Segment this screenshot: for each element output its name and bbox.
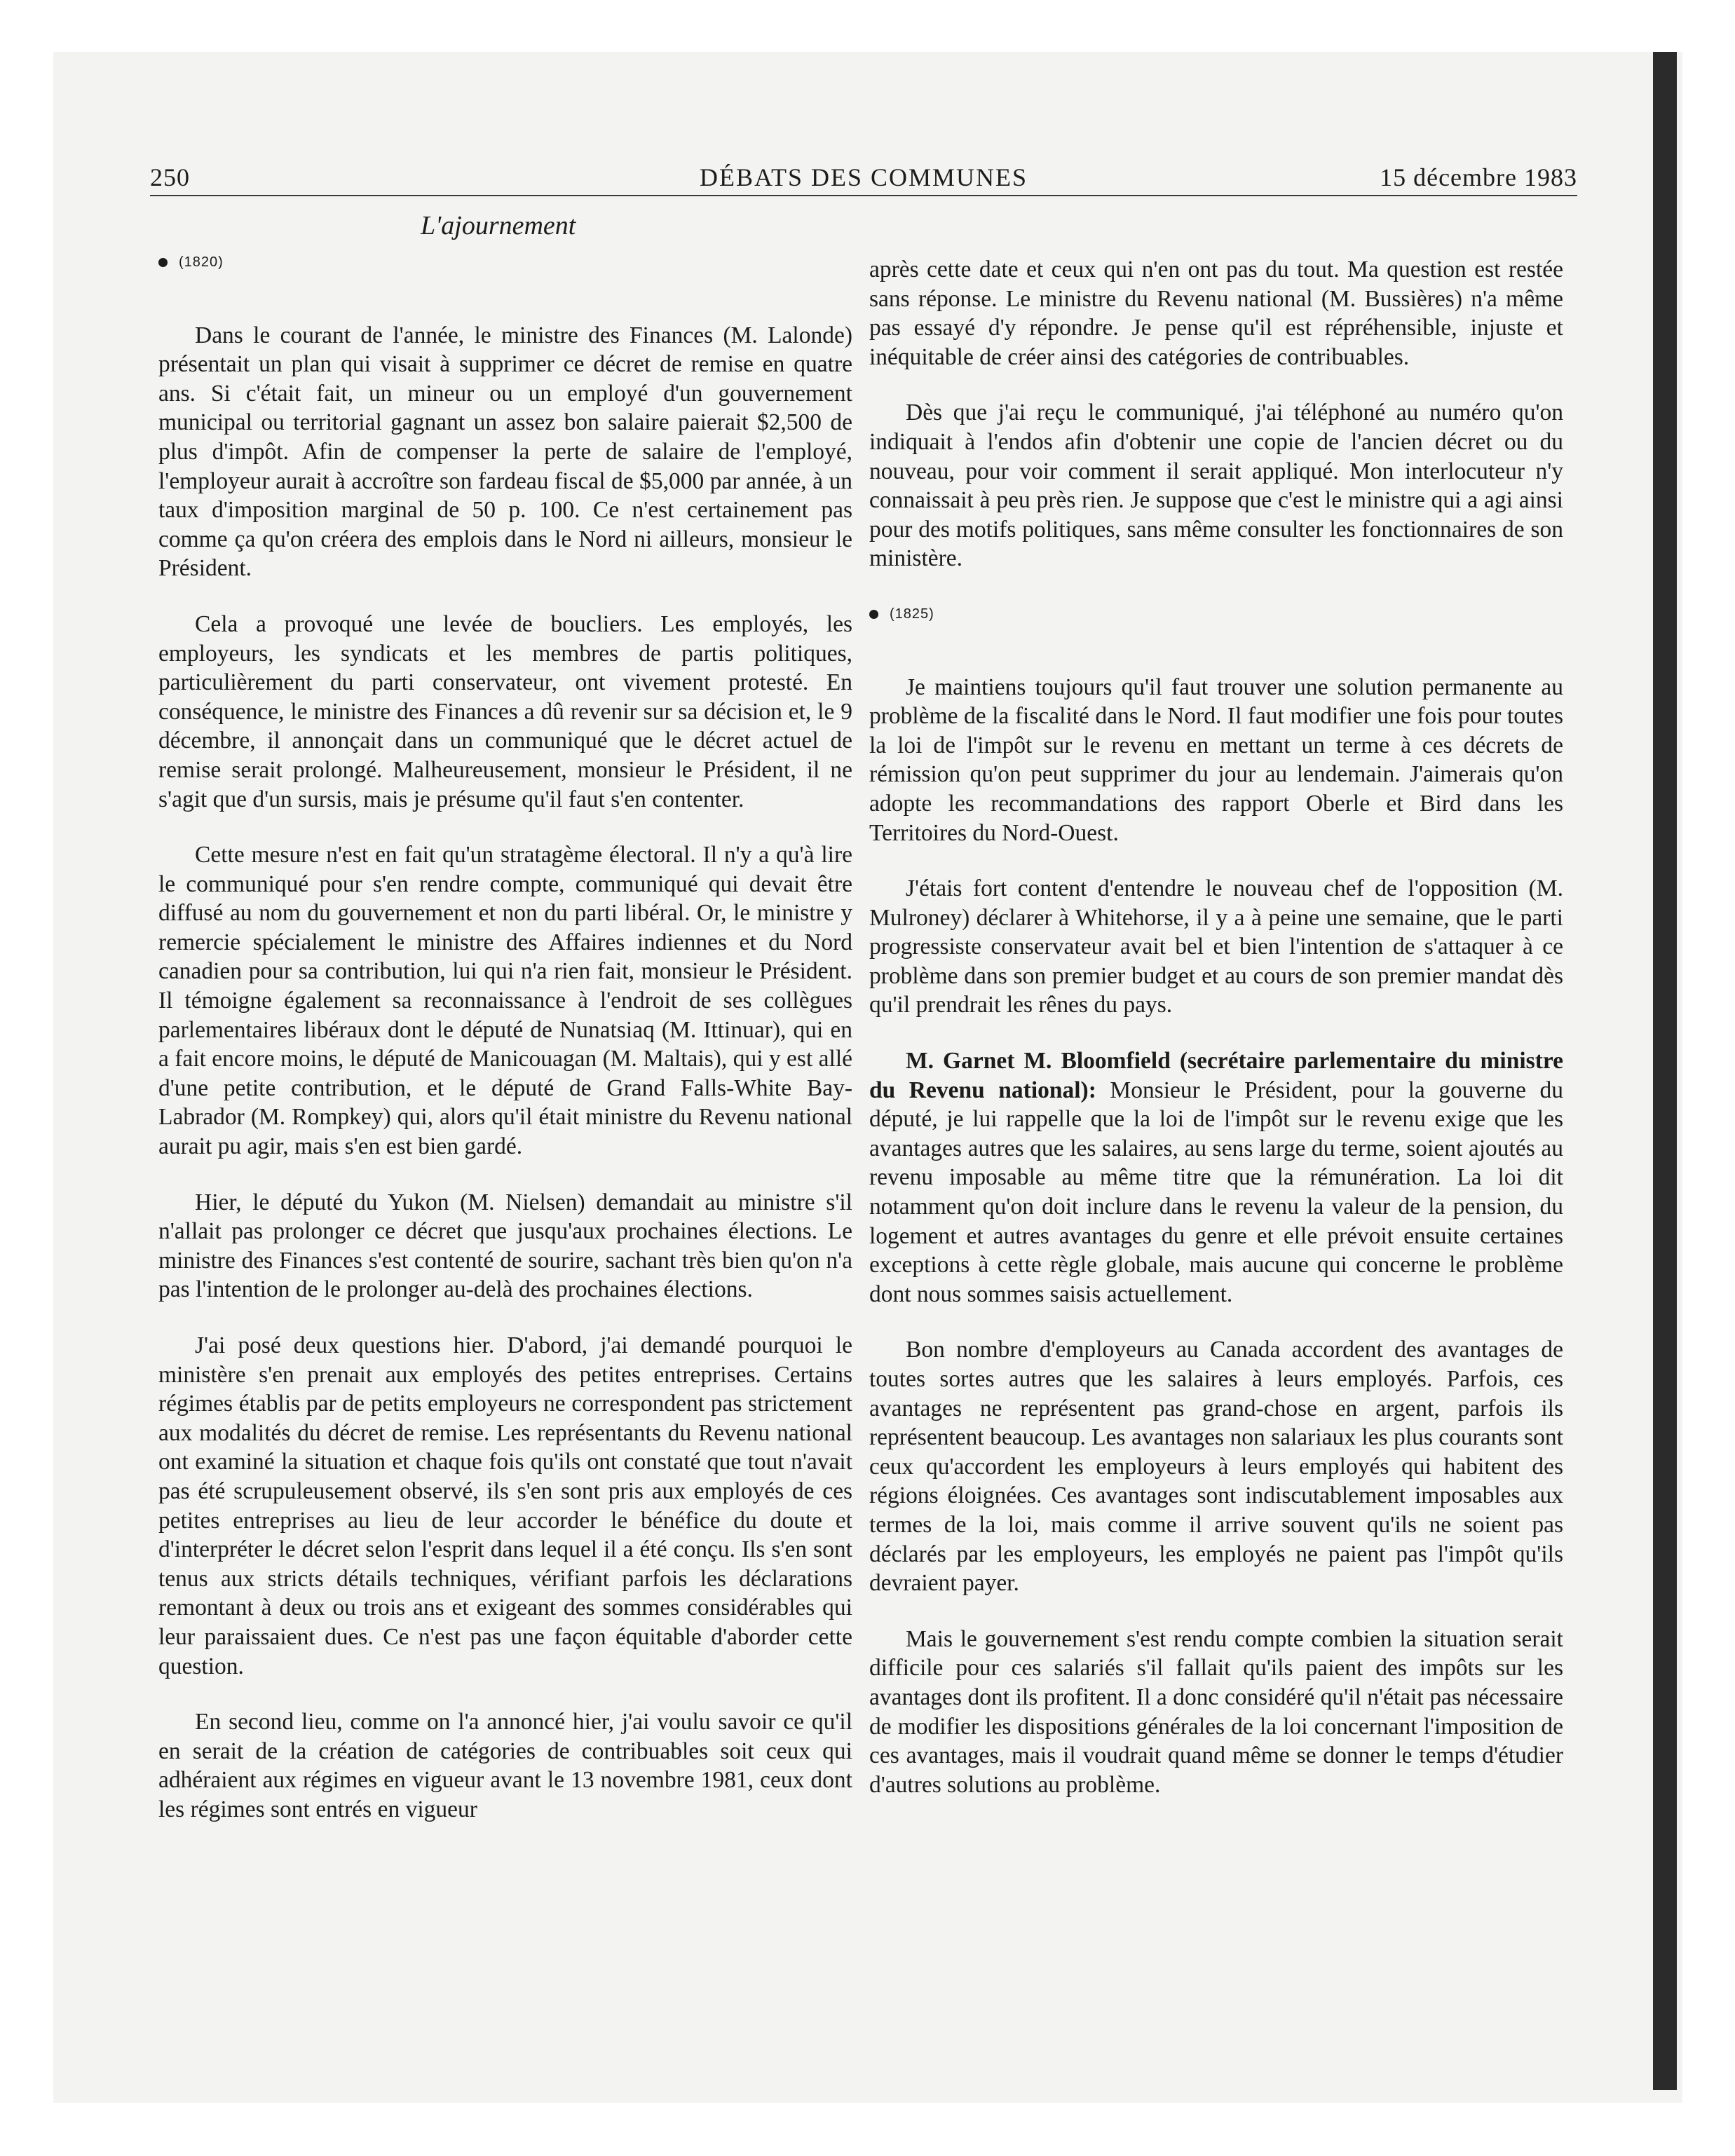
paragraph: Dès que j'ai reçu le communiqué, j'ai téléphoné au numéro qu'on indiquait à l'endos afin d'obtenir une copie de l'ancien décret ou du nouveau, pour voir comment il serait appliqué. Mon interlocuteur n'y connaissait à peu près rien. Je suppose que c'est le ministre qui a agi ainsi pour des motifs politiques, sans même consulter les fonctionnaires de son ministère.	[869, 400, 1563, 572]
page-number: 250	[150, 163, 190, 191]
paragraph: Cela a provoqué une levée de boucliers. Les employés, les employeurs, les syndicats et les membres de partis politiques, particulièrement du parti conservateur, ont vivement protesté. En conséquence, le ministre des Finances a dû revenir sur sa décision et, le 9 décembre, il annonçait dans un communiqué que le décret actuel de remise serait prolongé. Malheureusement, monsieur le Président, il ne s'agit que d'un sursis, mais je présume qu'il faut s'en contenter.	[158, 610, 852, 812]
timestamp-marker	[158, 248, 852, 278]
timestamp: (1825)	[890, 606, 934, 622]
bullet-icon	[158, 258, 168, 267]
left-column	[158, 248, 852, 1851]
speaker-paragraph	[869, 1046, 1563, 1309]
page-header	[150, 163, 1577, 193]
timestamp: (1820)	[179, 254, 224, 270]
paragraph: après cette date et ceux qui n'en ont pas du tout. Ma question est restée sans réponse. Le ministre du Revenu national (M. Bussières) n'a même pas essayé d'y répondre. Je pense qu'il est répréhensible, injuste et inéquitable de créer ainsi des catégories de contribuables.	[869, 257, 1563, 370]
paragraph: Hier, le député du Yukon (M. Nielsen) demandait au ministre s'il n'allait pas prolonger ce décret que jusqu'aux prochaines élections. Le ministre des Finances s'est contenté de sourire, sachant très bien qu'on n'a pas l'intention de le prolonger au-delà des prochaines élections.	[158, 1189, 852, 1303]
right-column	[869, 255, 1563, 1826]
paragraph: En second lieu, comme on l'a annoncé hier, j'ai voulu savoir ce qu'il en serait de la création de catégories de contribuables soit ceux qui adhéraient aux régimes en vigueur avant le 13 novembre 1981, ceux dont les régimes sont entrés en vigueur	[158, 1709, 852, 1822]
paragraph: J'ai posé deux questions hier. D'abord, j'ai demandé pourquoi le ministère s'en prenait aux employés des petites entreprises. Certains régimes établis par de petits employeurs ne correspondent pas strictement aux modalités du décret de remise. Les représentants du Revenu national ont examiné la situation et chaque fois qu'ils ont constaté que tout n'avait pas été scrupuleusement observé, ils s'en sont pris aux employés de ces petites entreprises au lieu de leur accorder le bénéfice du doute et d'interpréter le décret selon l'esprit dans lequel il a été conçu. Ils s'en sont tenus aux stricts détails techniques, vérifiant parfois les déclarations remontant à deux ou trois ans et exigeant des sommes considérables qui leur paraissaient dues. Ce n'est pas une façon équitable d'aborder cette question.	[158, 1332, 852, 1679]
paragraph: Mais le gouvernement s'est rendu compte combien la situation serait difficile pour ces salariés s'il fallait qu'ils paient des impôts sur les avantages dont ils profitent. Il a donc considéré qu'il n'était pas nécessaire de modifier les dispositions générales de la loi concernant l'imposition de ces avantages, mais il voudrait quand même se donner le temps d'étudier d'autres solutions au problème.	[869, 1625, 1563, 1798]
paragraph: Cette mesure n'est en fait qu'un stratagème électoral. Il n'y a qu'à lire le communiqué pour s'en rendre compte, communiqué qui devait être diffusé au nom du gouvernement et non du parti libéral. Or, le ministre y remercie spécialement le ministre des Affaires indiennes et du Nord canadien pour sa contribution, lui qui n'a rien fait, monsieur le Président. Il témoigne également sa reconnaissance à l'endroit de ses collègues parlementaires libéraux dont le député de Nunatsiaq (M. Ittinuar), qui en a fait encore moins, le député de Manicouagan (M. Maltais), qui y est allé d'une petite contribution, et le député de Grand Falls-White Bay-Labrador (M. Rompkey) qui, alors qu'il était ministre du Revenu national aurait pu agir, mais s'en est bien gardé.	[158, 842, 852, 1160]
header-rule	[150, 195, 1577, 196]
section-title: L'ajournement	[421, 211, 576, 240]
bullet-icon	[869, 610, 878, 619]
paragraph: Dans le courant de l'année, le ministre des Finances (M. Lalonde) présentait un plan qui visait à supprimer ce décret de remise en quatre ans. Si c'était fait, un mineur ou un employé d'un gouvernement municipal ou territorial gagnant un assez bon salaire paierait $2,500 de plus d'impôt. Afin de compenser la perte de salaire de l'employé, l'employeur aurait à accroître son fardeau fiscal de $5,000 par année, à un taux d'imposition marginal de 50 p. 100. Ce n'est certainement pas comme ça qu'on créera des emplois dans le Nord ni ailleurs, monsieur le Président.	[158, 322, 852, 582]
publication-title: DÉBATS DES COMMUNES	[699, 163, 1028, 191]
timestamp-marker	[869, 600, 1563, 629]
scan-edge-bar	[1653, 52, 1677, 2090]
paragraph: Je maintiens toujours qu'il faut trouver une solution permanente au problème de la fiscalité dans le Nord. Il faut modifier une fois pour toutes la loi de l'impôt sur le revenu en mettant un terme à ces décrets de rémission qu'on peut supprimer du jour au lendemain. J'aimerais qu'on adopte les recommandations des rapport Oberle et Bird dans les Territoires du Nord-Ouest.	[869, 674, 1563, 846]
speaker-text: Monsieur le Président, pour la gouverne du député, je lui rappelle que la loi de l'impôt sur le revenu exige que les avantages autres que les salaires, au sens large du terme, soient ajoutés au revenu imposable au même titre que la rémunération. La loi dit notamment qu'on doit inclure dans le revenu la valeur de la pension, du logement et autres avantages du genre et elle prévoit ensuite certaines exceptions à cette règle globale, mais aucune qui concerne le problème dont nous sommes saisis actuellement.	[869, 1077, 1563, 1307]
header-date: 15 décembre 1983	[1380, 163, 1577, 191]
paragraph: J'étais fort content d'entendre le nouveau chef de l'opposition (M. Mulroney) déclarer à Whitehorse, il y a à peine une semaine, que le parti progressiste conservateur avait bel et bien l'intention de s'attaquer à ce problème dans son premier budget et au cours de son premier mandat dès qu'il prendrait les rênes du pays.	[869, 875, 1563, 1018]
speaker-name: M. Garnet M. Bloomfield (secrétaire parlementaire du ministre du Revenu national):	[869, 1048, 1563, 1103]
paragraph: Bon nombre d'employeurs au Canada accordent des avantages de toutes sortes autres que les salaires à leurs employés. Parfois, ces avantages ne représentent pas grand-chose en argent, parfois ils représentent beaucoup. Les avantages non salariaux les plus courants sont ceux qu'accordent les employeurs à leurs employés qui habitent des régions éloignées. Ces avantages sont indiscutablement imposables aux termes de la loi, mais comme il arrive souvent qu'ils ne soient pas déclarés par les employeurs, les employés ne paient pas l'impôt qu'ils devraient payer.	[869, 1337, 1563, 1597]
